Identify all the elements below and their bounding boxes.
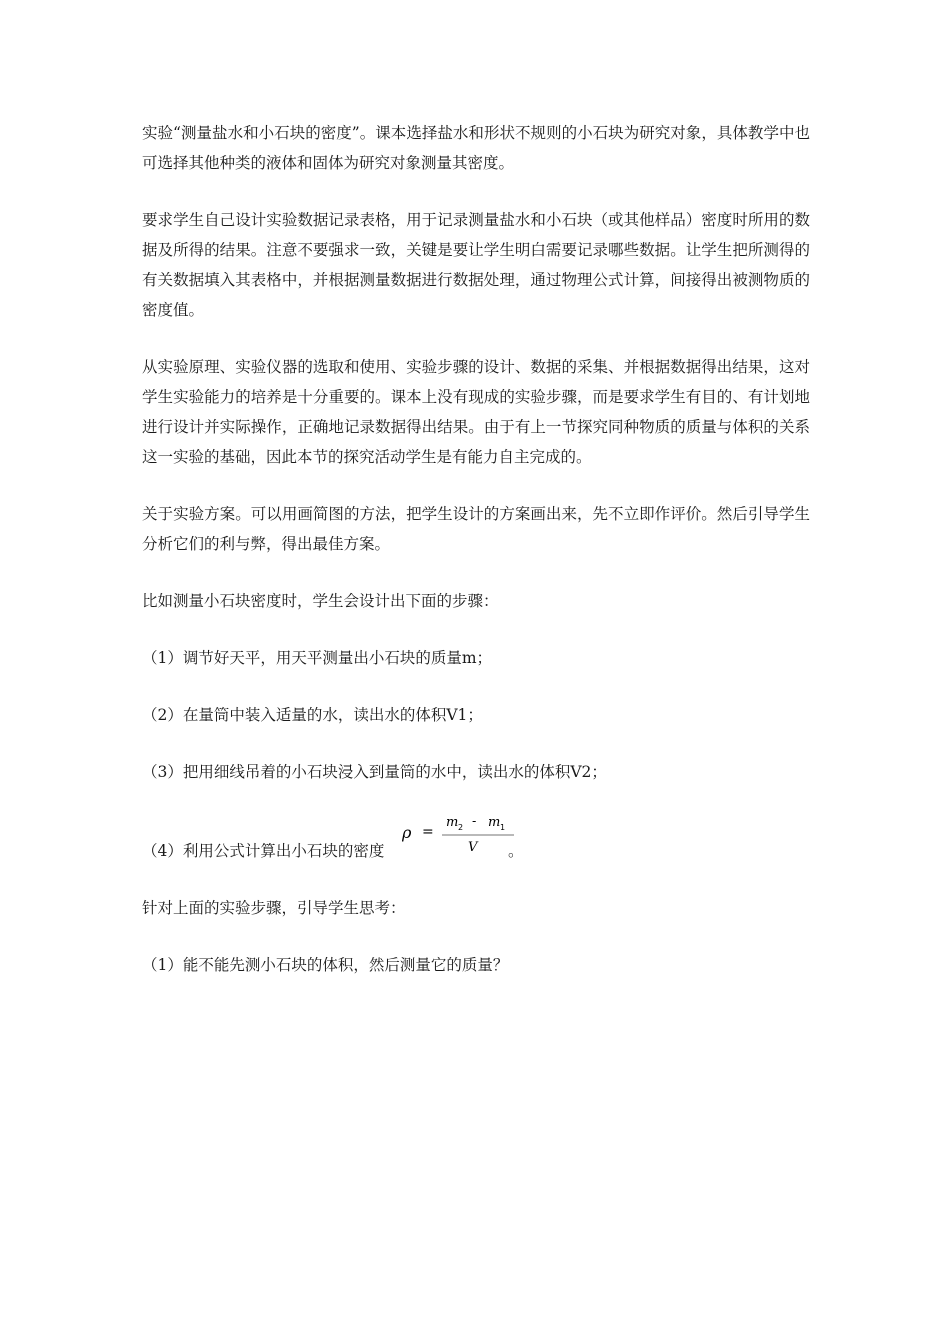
question-1: （1）能不能先测小石块的体积，然后测量它的质量？ bbox=[142, 956, 509, 974]
formula-minus: - bbox=[472, 814, 477, 828]
paragraph-intro: 实验“测量盐水和小石块的密度”。课本选择盐水和形状不规则的小石块为研究对象，具体教学中也可选择其他种类的液体和固体为研究对象测量其密度。 bbox=[142, 124, 810, 172]
density-formula-image bbox=[402, 808, 520, 862]
paragraph-think: 针对上面的实验步骤，引导学生思考： bbox=[142, 899, 406, 917]
formula-rho: ρ bbox=[402, 823, 412, 842]
formula-sub-2: 2 bbox=[458, 823, 464, 832]
formula-sub-1: 1 bbox=[500, 823, 506, 832]
step-4-text: （4）利用公式计算出小石块的密度 bbox=[142, 842, 385, 860]
step-2: （2）在量筒中装入适量的水，读出水的体积V1； bbox=[142, 706, 483, 724]
step-4 bbox=[142, 808, 810, 866]
paragraph-data-table: 要求学生自己设计实验数据记录表格，用于记录测量盐水和小石块（或其他样品）密度时所用的数据及所得的结果。注意不要强求一致，关键是要让学生明白需要记录哪些数据。让学生把所测得的有关数据填入其表格中，并根据测量数据进行数据处理，通过物理公式计算，间接得出被测物质的密度值。 bbox=[142, 211, 810, 319]
document-body bbox=[142, 118, 810, 980]
formula-m2: m bbox=[446, 815, 459, 830]
step-4-period: 。 bbox=[508, 842, 524, 860]
paragraph-example: 比如测量小石块密度时，学生会设计出下面的步骤： bbox=[142, 592, 499, 610]
paragraph-ability: 从实验原理、实验仪器的选取和使用、实验步骤的设计、数据的采集、并根据数据得出结果，这对学生实验能力的培养是十分重要的。课本上没有现成的实验步骤，而是要求学生有目的、有计划地进行设计并实际操作，正确地记录数据得出结果。由于有上一节探究同种物质的质量与体积的关系这一实验的基础，因此本节的探究活动学生是有能力自主完成的。 bbox=[142, 358, 810, 466]
step-3: （3）把用细线吊着的小石块浸入到量筒的水中，读出水的体积V2； bbox=[142, 763, 607, 781]
formula-v: V bbox=[468, 840, 478, 855]
step-1: （1）调节好天平，用天平测量出小石块的质量m； bbox=[142, 649, 493, 667]
paragraph-plan: 关于实验方案。可以用画简图的方法，把学生设计的方案画出来，先不立即作评价。然后引导学生分析它们的利与弊，得出最佳方案。 bbox=[142, 505, 810, 553]
formula-equals: = bbox=[422, 824, 434, 840]
formula-m1: m bbox=[488, 815, 501, 830]
